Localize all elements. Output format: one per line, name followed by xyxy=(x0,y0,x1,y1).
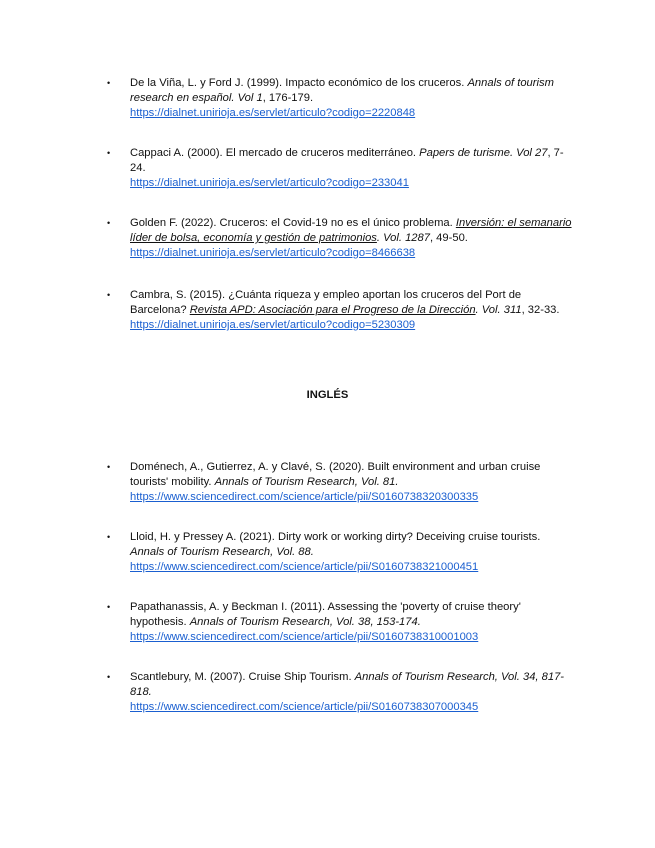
reference-link[interactable]: https://www.sciencedirect.com/science/article/pii/S0160738310001003 xyxy=(130,631,479,643)
reference-link[interactable]: https://www.sciencedirect.com/science/article/pii/S0160738320300335 xyxy=(130,491,479,503)
reference-pages: , 32-33. xyxy=(521,304,560,316)
reference-item xyxy=(107,600,577,645)
reference-item xyxy=(107,670,577,715)
bullet-icon: • xyxy=(107,532,111,542)
reference-author: Cappaci A. (2000). El mercado de cruceros mediterráneo. xyxy=(130,147,420,159)
reference-separator: . xyxy=(475,304,482,316)
reference-separator: . xyxy=(376,232,384,244)
bullet-icon: • xyxy=(107,602,111,612)
reference-item xyxy=(107,146,577,191)
reference-author: Papathanassis, A. y Beckman I. (2011). Assessing the 'poverty of cruise theory' hypothesis. xyxy=(130,601,521,628)
reference-source: Annals of tourism research en español. Vol 1 xyxy=(130,77,554,104)
reference-source: Annals of Tourism Research, Vol. 34, 817-818. xyxy=(130,671,565,698)
reference-volume: Vol. 311 xyxy=(481,304,522,316)
reference-author: Golden F. (2022). Cruceros: el Covid-19 no es el único problema. xyxy=(130,217,456,229)
reference-author: Doménech, A., Gutierrez, A. y Clavé, S. (2020). Built environment and urban cruise tourists' mobility. xyxy=(130,461,541,488)
bullet-icon: • xyxy=(107,148,111,158)
bullet-icon: • xyxy=(107,218,111,228)
reference-item xyxy=(107,530,577,575)
reference-item xyxy=(107,216,577,261)
bullet-icon: • xyxy=(107,290,111,300)
reference-link[interactable]: https://www.sciencedirect.com/science/article/pii/S0160738321000451 xyxy=(130,561,479,573)
reference-link[interactable]: https://dialnet.unirioja.es/servlet/articulo?codigo=8466638 xyxy=(130,247,416,259)
bullet-icon: • xyxy=(107,78,111,88)
reference-author: De la Viña, L. y Ford J. (1999). Impacto económico de los cruceros. xyxy=(130,77,468,89)
reference-item xyxy=(107,76,577,121)
bullet-icon: • xyxy=(107,672,111,682)
reference-volume: Vol. 1287 xyxy=(383,232,430,244)
reference-source: Annals of Tourism Research, Vol. 38, 153-174. xyxy=(189,616,421,628)
reference-pages: , 49-50. xyxy=(429,232,468,244)
reference-pages: , 176-179. xyxy=(262,92,314,104)
reference-link[interactable]: https://dialnet.unirioja.es/servlet/articulo?codigo=233041 xyxy=(130,177,409,189)
section-heading: INGLÉS xyxy=(306,389,349,401)
reference-author: Lloid, H. y Pressey A. (2021). Dirty work or working dirty? Deceiving cruise tourists. xyxy=(130,531,541,543)
reference-source: Revista APD: Asociación para el Progreso de la Dirección xyxy=(189,304,476,316)
reference-author: Cambra, S. (2015). ¿Cuánta riqueza y empleo aportan los cruceros del Port de Barcelona? xyxy=(130,289,522,316)
bullet-icon: • xyxy=(107,462,111,472)
reference-pages: , 7-24. xyxy=(130,147,564,174)
reference-source: Annals of Tourism Research, Vol. 88. xyxy=(130,546,314,558)
reference-link[interactable]: https://www.sciencedirect.com/science/article/pii/S0160738307000345 xyxy=(130,701,479,713)
reference-item xyxy=(107,460,577,505)
reference-source: Papers de turisme. Vol 27 xyxy=(419,147,548,159)
reference-source: Annals of Tourism Research, Vol. 81. xyxy=(214,476,399,488)
reference-item xyxy=(107,288,577,333)
reference-author: Scantlebury, M. (2007). Cruise Ship Tourism. xyxy=(130,671,355,683)
reference-link[interactable]: https://dialnet.unirioja.es/servlet/articulo?codigo=5230309 xyxy=(130,319,416,331)
reference-source: Inversión: el semanario líder de bolsa, economía y gestión de patrimonios xyxy=(130,217,572,244)
reference-link[interactable]: https://dialnet.unirioja.es/servlet/articulo?codigo=2220848 xyxy=(130,107,416,119)
